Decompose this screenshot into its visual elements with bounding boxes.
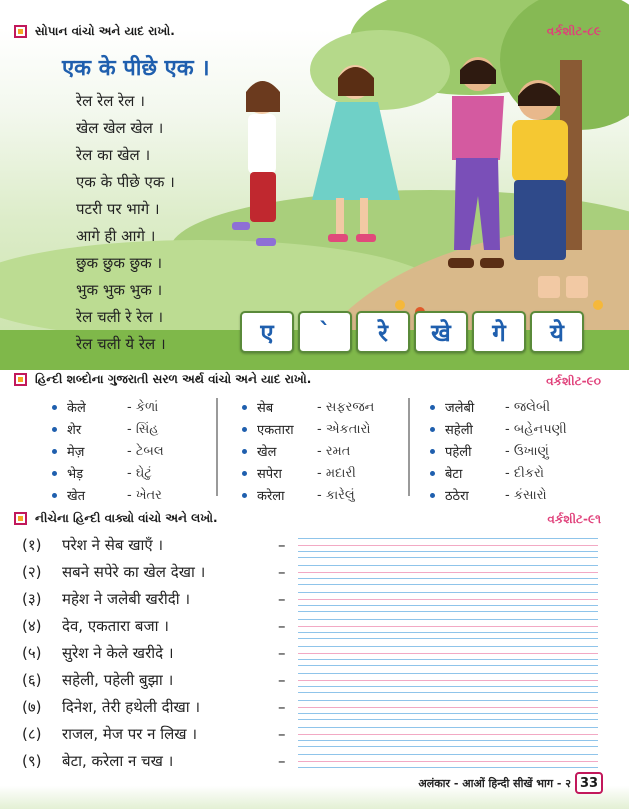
bullet-dot-icon: [52, 405, 57, 410]
writing-lines[interactable]: [298, 617, 598, 639]
column-divider: [216, 398, 218, 496]
vocab-item: [430, 462, 567, 484]
writing-lines[interactable]: [298, 671, 598, 693]
vocab-item: [52, 462, 164, 484]
sentence-text: दिनेश, तेरी हथेली दीखा ।: [62, 698, 201, 716]
bullet-dot-icon: [52, 493, 57, 498]
sentence-dash: –: [278, 725, 286, 743]
gujarati-meaning: - દીકરો: [505, 465, 544, 481]
gujarati-meaning: - બહેનપણી: [505, 421, 567, 437]
letter-tile: गे: [472, 311, 526, 353]
vocab-column: [52, 396, 164, 506]
sentence-dash: –: [278, 644, 286, 662]
poem-title: एक के पीछे एक ।: [62, 56, 210, 81]
sentence-number: (१): [22, 536, 42, 554]
hindi-word: केले: [67, 401, 86, 416]
sentence-dash: –: [278, 563, 286, 581]
writing-lines[interactable]: [298, 536, 598, 558]
sentence-text: राजल, मेज पर न लिख ।: [62, 725, 198, 743]
vocab-item: [430, 484, 567, 506]
sentence-number: (७): [22, 698, 42, 716]
letter-tile: रे: [356, 311, 410, 353]
writing-lines[interactable]: [298, 590, 598, 612]
bullet-dot-icon: [52, 449, 57, 454]
sentence-text: परेश ने सेब खाएँ ।: [62, 536, 164, 554]
bullet-dot-icon: [430, 427, 435, 432]
bullet-dot-icon: [242, 493, 247, 498]
hindi-word: एकतारा: [257, 423, 294, 438]
page-number: 33: [575, 772, 603, 794]
sentence-text: सहेली, पहेली बुझा ।: [62, 671, 174, 689]
gujarati-meaning: - કારેલું: [317, 487, 355, 503]
sentence-number: (३): [22, 590, 42, 608]
vocab-item: [242, 484, 374, 506]
bullet-dot-icon: [242, 471, 247, 476]
vocab-item: [242, 396, 374, 418]
sentence-number: (६): [22, 671, 42, 689]
gujarati-meaning: - ઘેટું: [127, 465, 152, 481]
gujarati-meaning: - ઉખાણું: [505, 443, 549, 459]
writing-lines[interactable]: [298, 644, 598, 666]
sentence-number: (९): [22, 752, 42, 770]
poem-line: भुक भुक भुक ।: [76, 281, 163, 299]
vocab-item: [430, 440, 567, 462]
hindi-word: खेत: [67, 489, 86, 504]
poem-line: पटरी पर भागे ।: [76, 200, 160, 218]
sentence-number: (२): [22, 563, 42, 581]
letter-tile: ये: [530, 311, 584, 353]
sentence-row: [0, 613, 629, 640]
gujarati-meaning: - સફરજન: [317, 399, 375, 415]
gujarati-meaning: - રમત: [317, 443, 351, 459]
column-divider: [408, 398, 410, 496]
poem-line: रेल चली रे रेल ।: [76, 308, 164, 326]
writing-lines[interactable]: [298, 698, 598, 720]
hindi-word: करेला: [257, 489, 285, 504]
square-bullet-icon: [14, 373, 27, 386]
hindi-word: खेल: [257, 445, 277, 460]
letter-tile: `: [298, 311, 352, 353]
gujarati-meaning: - ખેતર: [127, 487, 162, 503]
sentence-number: (५): [22, 644, 42, 662]
sentence-text: बेटा, करेला न चख ।: [62, 752, 174, 770]
sentence-number: (८): [22, 725, 42, 743]
vocab-item: [52, 418, 164, 440]
poem-line: रेल चली ये रेल ।: [76, 335, 166, 353]
bullet-dot-icon: [52, 471, 57, 476]
poem-line: छुक छुक छुक ।: [76, 254, 163, 272]
vocab-item: [430, 396, 567, 418]
poem: [62, 52, 210, 358]
sentence-row: [0, 721, 629, 748]
poem-line: आगे ही आगे ।: [76, 227, 156, 245]
worksheet-89-label: વર્કશીટ-૮૯: [546, 24, 601, 38]
vocab-item: [242, 418, 374, 440]
worksheet-91-label: વર્કશીટ-૯૧: [547, 512, 601, 526]
poem-scene: [0, 0, 629, 370]
sentence-row: [0, 559, 629, 586]
sentence-dash: –: [278, 590, 286, 608]
sentence-row: [0, 586, 629, 613]
square-bullet-icon: [14, 512, 27, 525]
hindi-word: भेड़: [67, 467, 84, 482]
bullet-dot-icon: [430, 493, 435, 498]
gujarati-meaning: - જલેબી: [505, 399, 551, 415]
bullet-dot-icon: [242, 405, 247, 410]
sentence-text: सबने सपेरे का खेल देखा ।: [62, 563, 206, 581]
hindi-word: सहेली: [445, 423, 473, 438]
hindi-word: जलेबी: [445, 401, 475, 416]
book-title: अलंकार - आओं हिन्दी सीखें भाग - २: [418, 777, 571, 790]
poem-line: रेल का खेल ।: [76, 146, 151, 164]
square-bullet-icon: [14, 25, 27, 38]
bullet-dot-icon: [242, 427, 247, 432]
bullet-dot-icon: [430, 405, 435, 410]
vocab-item: [52, 440, 164, 462]
sentence-number: (४): [22, 617, 42, 635]
vocab-table: [0, 396, 629, 504]
poem-line: एक के पीछे एक ।: [76, 173, 175, 191]
bullet-dot-icon: [52, 427, 57, 432]
section1-heading: [14, 24, 175, 39]
sentence-row: [0, 694, 629, 721]
sentence-dash: –: [278, 698, 286, 716]
sentence-dash: –: [278, 752, 286, 770]
hindi-word: शेर: [67, 423, 82, 438]
letter-tiles: [240, 311, 584, 353]
section2-heading: [14, 372, 311, 387]
section3-heading-text: નીચેના હિન્દી વાક્યો વાંચો અને લખો.: [35, 511, 218, 525]
writing-lines[interactable]: [298, 725, 598, 747]
hindi-word: बेटा: [445, 467, 463, 482]
vocab-item: [242, 440, 374, 462]
gujarati-meaning: - એકતારો: [317, 421, 371, 437]
hindi-word: सपेरा: [257, 467, 282, 482]
vocab-column: [242, 396, 374, 506]
sentence-text: सुरेश ने केले खरीदे ।: [62, 644, 174, 662]
poem-line: खेल खेल खेल ।: [76, 119, 164, 137]
bullet-dot-icon: [430, 449, 435, 454]
gujarati-meaning: - ટેબલ: [127, 443, 164, 459]
sentence-row: [0, 640, 629, 667]
section1-heading-text: સોપાન વાંચો અને યાદ રાખો.: [35, 24, 175, 38]
sentence-text: महेश ने जलेबी खरीदी ।: [62, 590, 191, 608]
letter-tile: ए: [240, 311, 294, 353]
sentence-dash: –: [278, 671, 286, 689]
page-footer: [0, 770, 629, 809]
sentence-dash: –: [278, 617, 286, 635]
vocab-item: [242, 462, 374, 484]
sentence-dash: –: [278, 536, 286, 554]
vocab-column: [430, 396, 567, 506]
section2-heading-text: હિન્દી શબ્દોના ગુજરાતી સરળ અર્થ વાંચો અને યાદ રાખો.: [35, 372, 312, 386]
hindi-word: मेज़: [67, 445, 85, 460]
gujarati-meaning: - કંસારો: [505, 487, 547, 503]
bullet-dot-icon: [242, 449, 247, 454]
sentence-row: [0, 532, 629, 559]
gujarati-meaning: - કેળાં: [127, 399, 159, 415]
hindi-word: सेब: [257, 401, 274, 416]
vocab-item: [430, 418, 567, 440]
gujarati-meaning: - મદારી: [317, 465, 356, 481]
section3-heading: [14, 511, 218, 526]
letter-tile: खे: [414, 311, 468, 353]
gujarati-meaning: - સિંહ: [127, 421, 159, 437]
vocab-item: [52, 396, 164, 418]
poem-line: रेल रेल रेल ।: [76, 92, 145, 110]
sentence-row: [0, 667, 629, 694]
hindi-word: पहेली: [445, 445, 472, 460]
vocab-item: [52, 484, 164, 506]
writing-lines[interactable]: [298, 563, 598, 585]
sentence-text: देव, एकतारा बजा ।: [62, 617, 169, 635]
worksheet-90-label: વર્કશીટ-૯૦: [546, 374, 601, 388]
bullet-dot-icon: [430, 471, 435, 476]
hindi-word: ठठेरा: [445, 489, 469, 504]
